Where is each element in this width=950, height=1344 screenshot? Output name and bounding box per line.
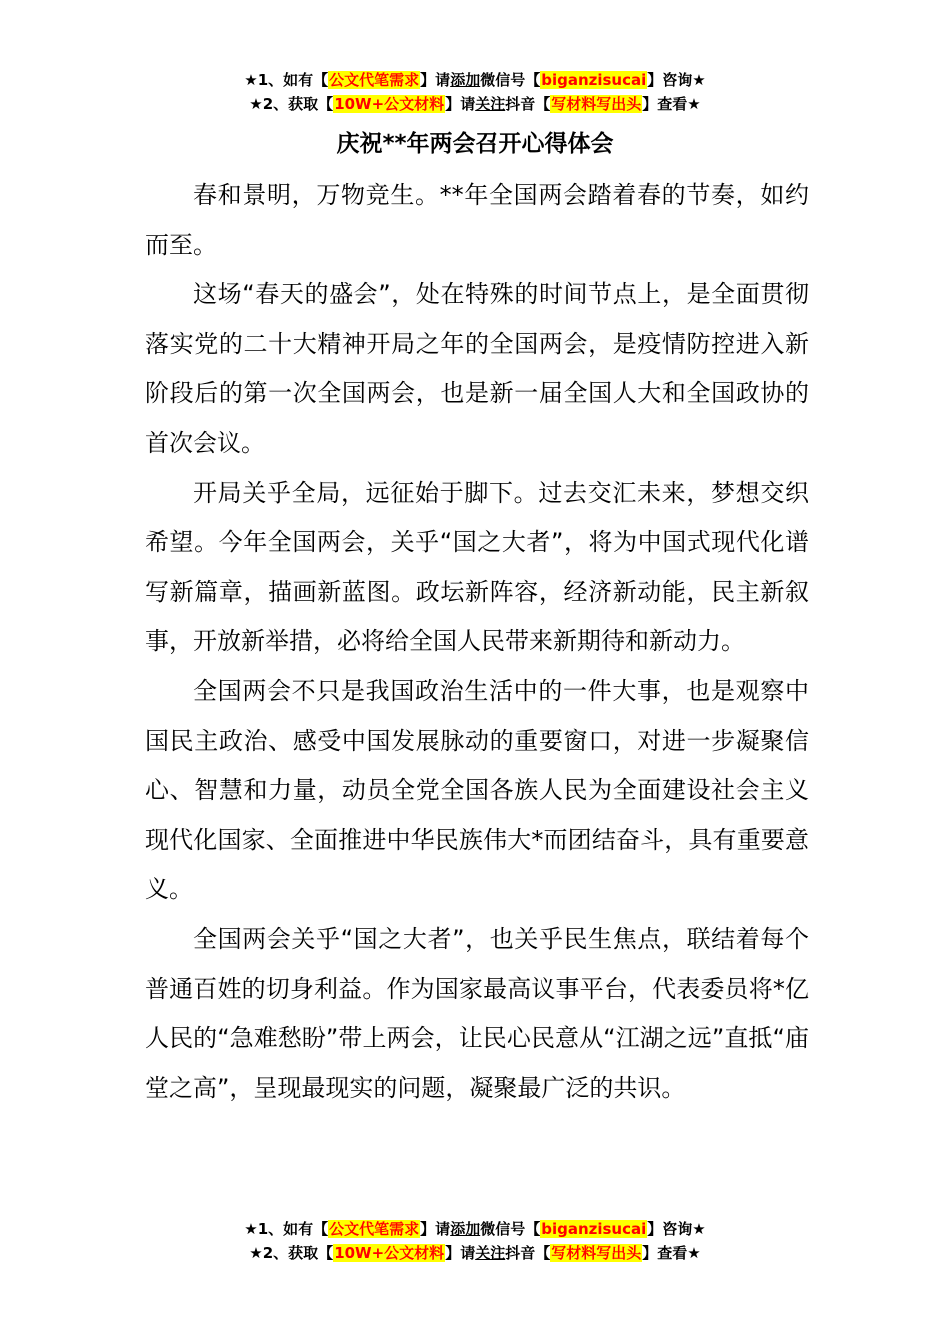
banner-text: 】请 xyxy=(445,95,476,113)
wechat-id-highlight: biganzisucai xyxy=(541,71,647,89)
banner-text: 】咨询★ xyxy=(647,1220,706,1238)
banner-text: 】请 xyxy=(420,1220,451,1238)
paragraph: 开局关乎全局，远征始于脚下。过去交汇未来，梦想交织希望。今年全国两会，关乎“国之大者”，将为中国式现代化谱写新篇章，描画新蓝图。政坛新阵容，经济新动能，民主新叙事，开放新举措，必将给全国人民带来新期待和新动力。 xyxy=(145,478,809,656)
douyin-id-highlight: 写材料写出头 xyxy=(551,1244,642,1262)
banner-underline: 关注 xyxy=(475,95,506,113)
banner-underline: 关注 xyxy=(475,1244,506,1262)
banner-text: 】查看★ xyxy=(642,95,701,113)
banner-highlight: 10W+公文材料 xyxy=(334,1244,445,1262)
banner-line-2 xyxy=(0,1241,950,1265)
banner-text: 微信号【 xyxy=(480,1220,541,1238)
paragraph: 全国两会关乎“国之大者”，也关乎民生焦点，联结着每个普通百姓的切身利益。作为国家最高议事平台，代表委员将*亿人民的“急难愁盼”带上两会，让民心民意从“江湖之远”直抵“庙堂之高”，呈现最现实的问题，凝聚最广泛的共识。 xyxy=(145,924,809,1102)
banner-highlight: 10W+公文材料 xyxy=(334,95,445,113)
banner-text: ★2、获取【 xyxy=(249,1244,334,1262)
document-body xyxy=(145,171,809,1113)
banner-underline: 添加 xyxy=(450,1220,481,1238)
header-banner xyxy=(0,68,950,116)
banner-text: 抖音【 xyxy=(505,1244,551,1262)
banner-underline: 添加 xyxy=(450,71,481,89)
paragraph: 这场“春天的盛会”，处在特殊的时间节点上，是全面贯彻落实党的二十大精神开局之年的全国两会，是疫情防控进入新阶段后的第一次全国两会，也是新一届全国人大和全国政协的首次会议。 xyxy=(145,280,809,457)
banner-text: 】咨询★ xyxy=(647,71,706,89)
banner-line-2 xyxy=(0,92,950,116)
paragraph: 春和景明，万物竞生。**年全国两会踏着春的节奏，如约而至。 xyxy=(145,181,809,259)
banner-line-1 xyxy=(0,1217,950,1241)
footer-banner xyxy=(0,1217,950,1265)
banner-line-1 xyxy=(0,68,950,92)
banner-highlight: 公文代笔需求 xyxy=(329,1220,420,1238)
banner-text: 】请 xyxy=(445,1244,476,1262)
banner-highlight: 公文代笔需求 xyxy=(329,71,420,89)
banner-text: 】查看★ xyxy=(642,1244,701,1262)
banner-text: 】请 xyxy=(420,71,451,89)
banner-text: 抖音【 xyxy=(505,95,551,113)
paragraph: 全国两会不只是我国政治生活中的一件大事，也是观察中国民主政治、感受中国发展脉动的重要窗口，对进一步凝聚信心、智慧和力量，动员全党全国各族人民为全面建设社会主义现代化国家、全面推进中华民族伟大*而团结奋斗，具有重要意义。 xyxy=(145,676,809,904)
banner-text: ★2、获取【 xyxy=(249,95,334,113)
banner-text: 微信号【 xyxy=(480,71,541,89)
banner-text: ★1、如有【 xyxy=(244,1220,329,1238)
banner-text: ★1、如有【 xyxy=(244,71,329,89)
document-title: 庆祝**年两会召开心得体会 xyxy=(336,131,614,157)
wechat-id-highlight: biganzisucai xyxy=(541,1220,647,1238)
douyin-id-highlight: 写材料写出头 xyxy=(551,95,642,113)
